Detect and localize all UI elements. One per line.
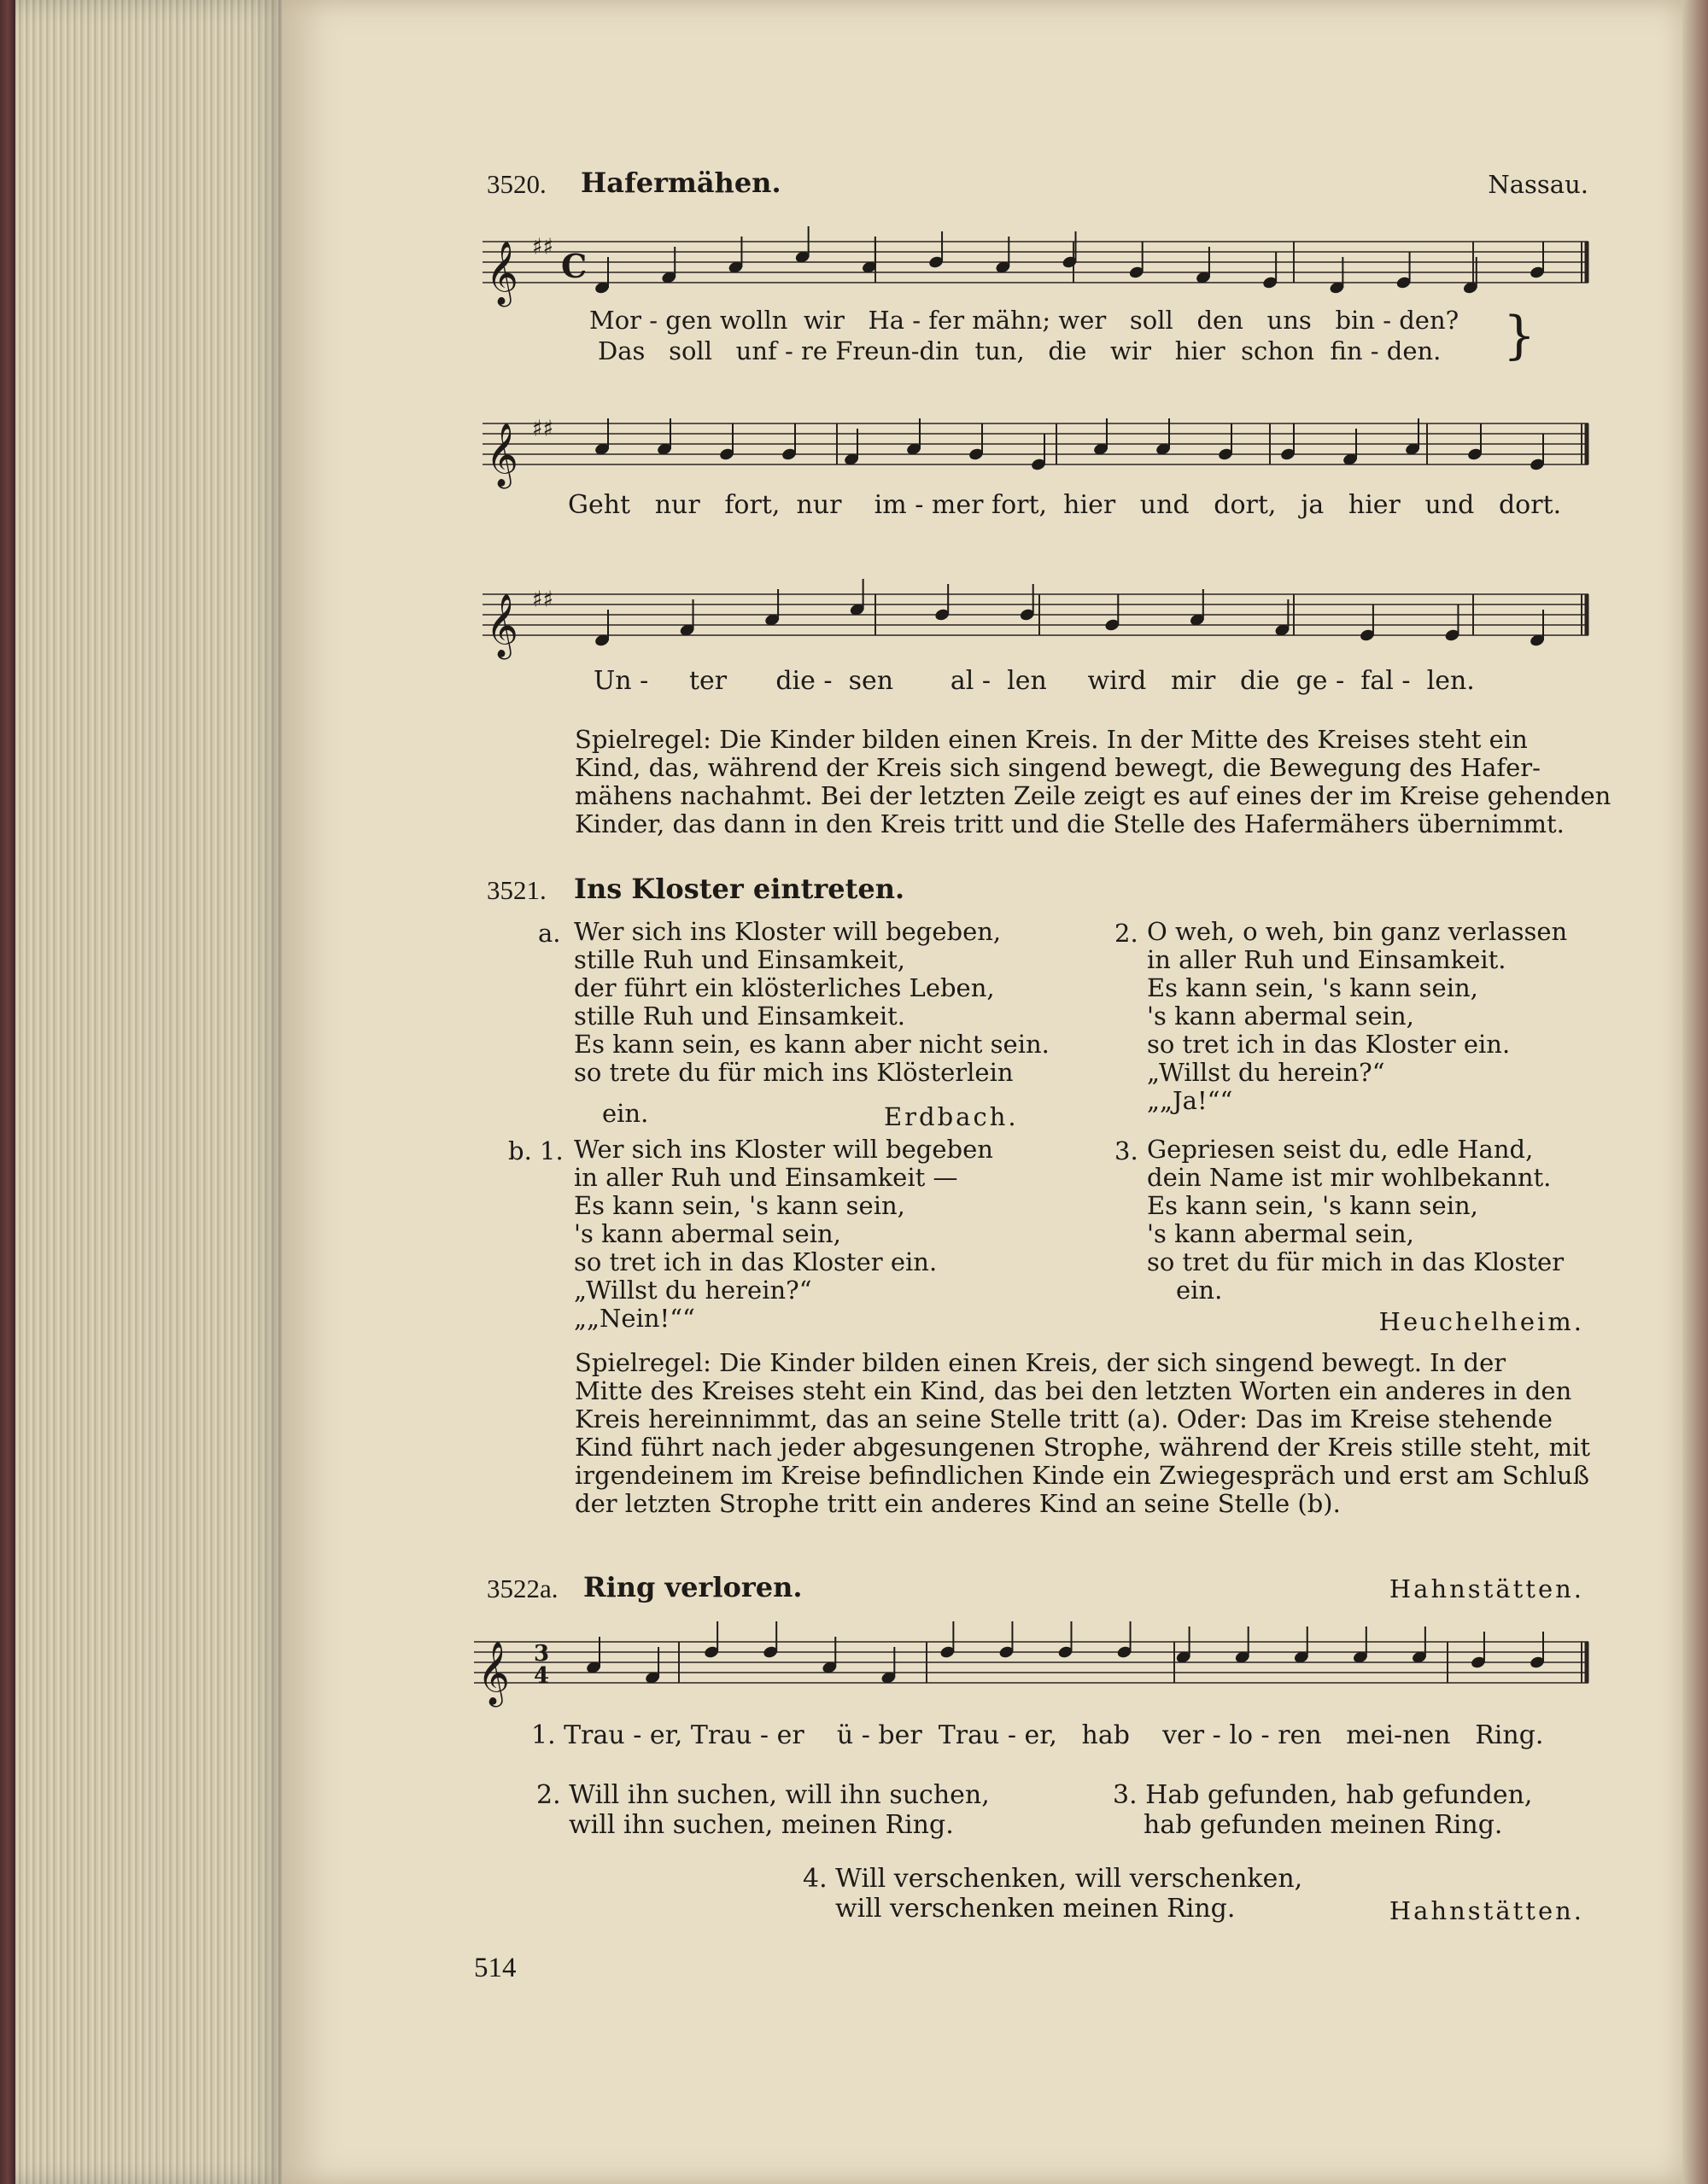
song-origin: Nassau. — [1488, 170, 1588, 199]
verse-label: b. 1. — [508, 1136, 564, 1165]
song-title: Hafermähen. — [581, 166, 781, 199]
song-title: Ring verloren. — [583, 1571, 803, 1603]
play-rule: Spielregel: Die Kinder bilden einen Kreis, der sich singend bewegt. In der Mitte des Kreises steht ein Kind, das bei den letzten Worten ein anderes in den Kreis hereinnimmt, das an seine Stelle tritt (a). Oder: Das im Kreise stehende Kind führt nach jeder abgesungenen Strophe, während der Kreis stille steht, mit irgendeinem im Kreise befindlichen Kinde ein Zwiegespräch und erst am Schluß der letzten Strophe tritt ein anderes Kind an seine Stelle (b). — [575, 1348, 1591, 1518]
verse-origin: Erdbach. — [884, 1102, 1019, 1131]
play-rule: Spielregel: Die Kinder bilden einen Kreis. In der Mitte des Kreises steht ein Kind, das, während der Kreis sich singend bewegt, die Bewegung des Hafer- mähens nachahmt. Bei der letzten Zeile zeigt es auf eines der im Kreise gehenden Kinder, das dann in den Kreis tritt und die Stelle des Hafermähers übernimmt. — [575, 725, 1611, 838]
lyrics-row: Un - ter die - sen al - len wird mir die ge - fal - len. — [594, 666, 1475, 696]
page-edges — [15, 0, 289, 2184]
verse-2: O weh, o weh, bin ganz verlassen in aller Ruh und Einsamkeit. Es kann sein, 's kann sein, 's kann abermal sein, so tret ich in das Kloster ein. „Willst du herein?“ „„Ja!““ — [1147, 917, 1568, 1115]
book-spine — [0, 0, 15, 2184]
right-page-edge — [1682, 0, 1708, 2184]
music-staff-4 — [474, 1635, 1593, 1705]
music-staff-3 — [483, 587, 1593, 657]
song-number: 3522a. — [487, 1574, 559, 1603]
verse-4: 4. Will verschenken, will verschenken, will verschenken meinen Ring. — [803, 1864, 1303, 1924]
verse-label: 2. — [1114, 919, 1138, 948]
song-origin: Hahnstätten. — [1389, 1574, 1584, 1603]
lyrics-row: Das soll unf - re Freun-din tun, die wir hier schon fin - den. — [598, 336, 1442, 365]
time-signature: C — [561, 247, 588, 285]
lyrics-row: 1. Trau - er, Trau - er ü - ber Trau - er, hab ver - lo - ren mei-nen Ring. — [531, 1720, 1544, 1750]
verse-label: a. — [538, 919, 561, 948]
music-staff-1 — [483, 234, 1593, 305]
lyrics-row: Geht nur fort, nur im - mer fort, hier und dort, ja hier und dort. — [568, 490, 1562, 520]
verse-brace: } — [1503, 306, 1536, 365]
song-origin: Hahnstätten. — [1389, 1896, 1584, 1925]
verse-3: Gepriesen seist du, edle Hand, dein Name ist mir wohlbekannt. Es kann sein, 's kann sein, 's kann abermal sein, so tret du für mich in das Kloster ein. — [1147, 1135, 1565, 1305]
time-signature-top: 3 — [534, 1641, 550, 1667]
treble-clef: 𝄞 — [486, 242, 518, 305]
verse-3: 3. Hab gefunden, hab gefunden, hab gefunden meinen Ring. — [1113, 1780, 1533, 1840]
verse-b1: Wer sich ins Kloster will begeben in aller Ruh und Einsamkeit — Es kann sein, 's kann sein, 's kann abermal sein, so tret ich in das Kloster ein. „Willst du herein?“ „„Nein!““ — [574, 1135, 993, 1333]
key-signature: ♯♯ — [532, 234, 554, 260]
time-signature-bottom: 4 — [534, 1663, 550, 1689]
music-staff-2 — [483, 416, 1593, 487]
lyrics-row: Mor - gen wolln wir Ha - fer mähn; wer soll den uns bin - den? — [589, 306, 1459, 335]
verse-2: 2. Will ihn suchen, will ihn suchen, will ihn suchen, meinen Ring. — [536, 1780, 990, 1840]
key-signature: ♯♯ — [532, 587, 554, 613]
verse-label: 3. — [1114, 1136, 1138, 1165]
key-signature: ♯♯ — [532, 416, 554, 442]
treble-clef: 𝄞 — [477, 1642, 510, 1705]
verse-line: ein. — [602, 1099, 649, 1128]
song-title: Ins Kloster eintreten. — [574, 873, 905, 905]
treble-clef: 𝄞 — [486, 423, 518, 487]
verse-a: Wer sich ins Kloster will begeben, stille Ruh und Einsamkeit, der führt ein klösterliches Leben, stille Ruh und Einsamkeit. Es kann sein, es kann aber nicht sein. so trete du für mich ins Klösterlein — [574, 917, 1050, 1087]
song-number: 3520. — [487, 169, 547, 199]
verse-origin: Heuchelheim. — [1378, 1307, 1584, 1336]
page-number: 514 — [474, 1953, 517, 1983]
song-number: 3521. — [487, 875, 547, 905]
treble-clef: 𝄞 — [486, 594, 518, 657]
